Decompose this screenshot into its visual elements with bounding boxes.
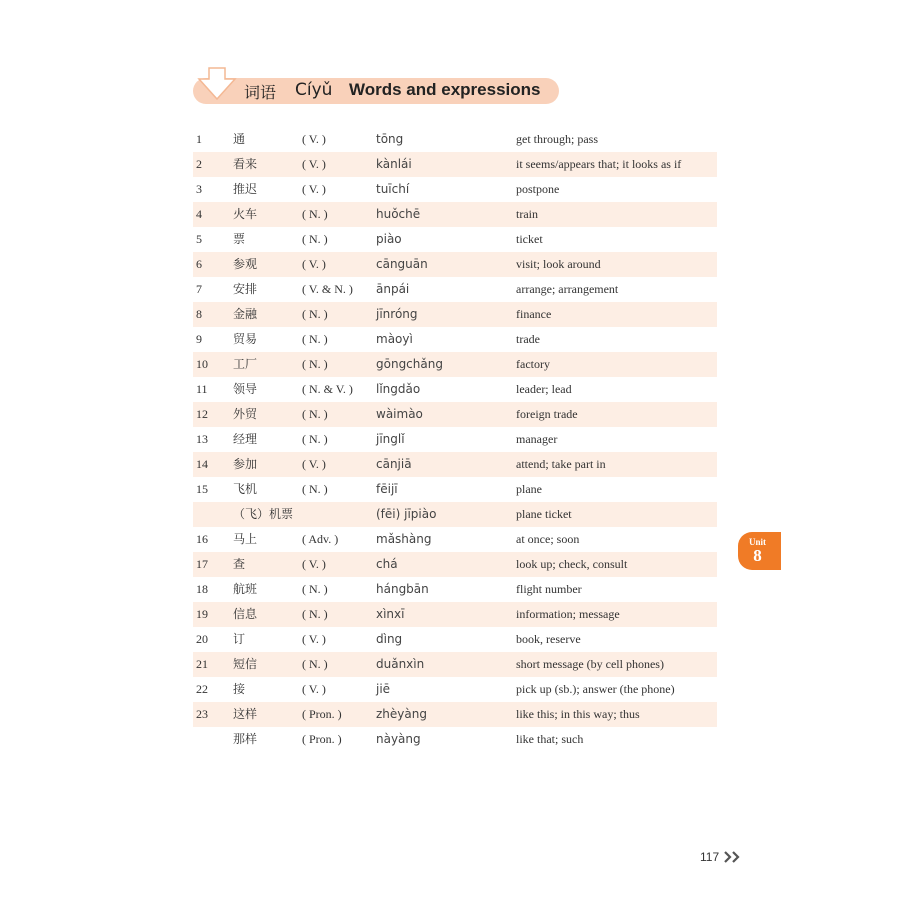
section-title-chinese: 词语: [244, 83, 277, 102]
pinyin: (fēi) jīpiào: [376, 507, 437, 521]
english-meaning: information; message: [516, 607, 620, 621]
chinese-word: 参观: [233, 257, 258, 271]
chinese-word: 看来: [233, 157, 258, 171]
english-meaning: visit; look around: [516, 257, 601, 271]
table-row: [193, 727, 717, 752]
part-of-speech: ( V. ): [302, 632, 326, 646]
part-of-speech: ( N. ): [302, 407, 328, 421]
table-row: [193, 477, 717, 502]
part-of-speech: ( V. ): [302, 157, 326, 171]
chinese-word: 通: [233, 132, 246, 146]
part-of-speech: ( V. ): [302, 457, 326, 471]
english-meaning: finance: [516, 307, 552, 321]
english-meaning: trade: [516, 332, 540, 346]
part-of-speech: ( Pron. ): [302, 707, 342, 721]
table-row: [193, 627, 717, 652]
chinese-word: 订: [233, 632, 246, 646]
part-of-speech: ( V. ): [302, 132, 326, 146]
pinyin: wàimào: [376, 407, 423, 421]
chinese-word: 参加: [233, 457, 258, 471]
table-row: [193, 427, 717, 452]
part-of-speech: ( Adv. ): [302, 532, 339, 546]
pinyin: jiē: [376, 682, 391, 696]
chinese-word: （飞）机票: [233, 507, 294, 521]
unit-tab-label: Unit: [748, 537, 766, 547]
row-number: 12: [196, 407, 208, 421]
chinese-word: 领导: [233, 382, 258, 396]
pinyin: ānpái: [376, 282, 410, 296]
table-row: [193, 602, 717, 627]
section-title-pinyin: Cíyǔ: [295, 80, 333, 100]
part-of-speech: ( N. ): [302, 332, 328, 346]
unit-tab-number: 8: [753, 546, 762, 565]
chinese-word: 票: [233, 232, 246, 246]
table-row: [193, 677, 717, 702]
chinese-word: 航班: [233, 582, 258, 596]
part-of-speech: ( N. ): [302, 482, 328, 496]
table-row: [193, 452, 717, 477]
vocabulary-table: [193, 127, 717, 752]
part-of-speech: ( V. ): [302, 557, 326, 571]
table-row: [193, 177, 717, 202]
part-of-speech: ( N. ): [302, 232, 328, 246]
chinese-word: 金融: [233, 307, 258, 321]
english-meaning: leader; lead: [516, 382, 572, 396]
pinyin: chá: [376, 557, 398, 571]
english-meaning: plane ticket: [516, 507, 572, 521]
unit-tab: [738, 532, 781, 570]
english-meaning: get through; pass: [516, 132, 598, 146]
chinese-word: 那样: [233, 732, 258, 746]
row-number: 7: [196, 282, 202, 296]
pinyin: cānguān: [376, 257, 428, 271]
chinese-word: 飞机: [233, 482, 258, 496]
chinese-word: 这样: [233, 707, 258, 721]
pinyin: tōng: [376, 132, 404, 146]
part-of-speech: ( N. ): [302, 657, 328, 671]
row-number: 4: [196, 207, 202, 221]
english-meaning: pick up (sb.); answer (the phone): [516, 682, 675, 696]
chinese-word: 经理: [233, 432, 258, 446]
pinyin: jīnróng: [376, 307, 418, 321]
row-number: 22: [196, 682, 208, 696]
part-of-speech: ( V. ): [302, 682, 326, 696]
pinyin: lǐngdǎo: [376, 382, 421, 396]
pinyin: mǎshàng: [376, 532, 432, 546]
part-of-speech: ( N. ): [302, 357, 328, 371]
part-of-speech: ( V. & N. ): [302, 282, 353, 296]
table-row: [193, 377, 717, 402]
chinese-word: 贸易: [233, 332, 258, 346]
pinyin: màoyì: [376, 332, 413, 346]
pinyin: jīnglǐ: [376, 432, 405, 446]
row-number: 21: [196, 657, 208, 671]
table-row: [193, 652, 717, 677]
double-chevron-right-icon: [724, 851, 742, 863]
row-number: 15: [196, 482, 208, 496]
english-meaning: factory: [516, 357, 550, 371]
row-number: 10: [196, 357, 208, 371]
english-meaning: train: [516, 207, 538, 221]
table-row: [193, 702, 717, 727]
english-meaning: like this; in this way; thus: [516, 707, 640, 721]
part-of-speech: ( N. ): [302, 582, 328, 596]
english-meaning: like that; such: [516, 732, 584, 746]
part-of-speech: ( Pron. ): [302, 732, 342, 746]
pinyin: tuīchí: [376, 182, 410, 196]
pinyin: dìng: [376, 632, 403, 646]
part-of-speech: ( V. ): [302, 182, 326, 196]
english-meaning: plane: [516, 482, 542, 496]
row-number: 14: [196, 457, 208, 471]
chinese-word: 外贸: [233, 407, 258, 421]
table-row: [193, 402, 717, 427]
english-meaning: look up; check, consult: [516, 557, 628, 571]
row-number: 23: [196, 707, 208, 721]
english-meaning: short message (by cell phones): [516, 657, 664, 671]
chinese-word: 查: [233, 557, 246, 571]
table-row: [193, 352, 717, 377]
chinese-word: 信息: [233, 607, 258, 621]
english-meaning: flight number: [516, 582, 582, 596]
pinyin: fēijī: [376, 482, 398, 496]
part-of-speech: ( N. & V. ): [302, 382, 353, 396]
table-row: [193, 202, 717, 227]
chinese-word: 安排: [233, 282, 258, 296]
chinese-word: 马上: [233, 532, 258, 546]
part-of-speech: ( N. ): [302, 207, 328, 221]
table-row: [193, 227, 717, 252]
row-number: 9: [196, 332, 202, 346]
table-row: [193, 327, 717, 352]
row-number: 20: [196, 632, 208, 646]
table-row: [193, 252, 717, 277]
page-number: 117: [700, 850, 720, 864]
part-of-speech: ( N. ): [302, 307, 328, 321]
row-number: 11: [196, 382, 208, 396]
pinyin: piào: [376, 232, 402, 246]
english-meaning: postpone: [516, 182, 560, 196]
row-number: 13: [196, 432, 208, 446]
english-meaning: it seems/appears that; it looks as if: [516, 157, 682, 171]
down-arrow-icon: [196, 66, 238, 102]
pinyin: duǎnxìn: [376, 657, 425, 671]
chinese-word: 工厂: [233, 357, 258, 371]
row-number: 19: [196, 607, 208, 621]
pinyin: xìnxī: [376, 607, 405, 621]
pinyin: zhèyàng: [376, 707, 427, 721]
chinese-word: 火车: [233, 207, 258, 221]
table-row: [193, 552, 717, 577]
table-row: [193, 577, 717, 602]
row-number: 3: [196, 182, 202, 196]
table-row: [193, 152, 717, 177]
row-number: 17: [196, 557, 208, 571]
pinyin: kànlái: [376, 157, 412, 171]
chinese-word: 接: [233, 682, 246, 696]
table-row: [193, 502, 717, 527]
part-of-speech: ( V. ): [302, 257, 326, 271]
table-row: [193, 127, 717, 152]
row-number: 16: [196, 532, 208, 546]
english-meaning: manager: [516, 432, 558, 446]
english-meaning: at once; soon: [516, 532, 580, 546]
english-meaning: arrange; arrangement: [516, 282, 619, 296]
table-row: [193, 302, 717, 327]
table-row: [193, 527, 717, 552]
part-of-speech: ( N. ): [302, 607, 328, 621]
english-meaning: foreign trade: [516, 407, 578, 421]
row-number: 6: [196, 257, 202, 271]
chinese-word: 短信: [233, 657, 258, 671]
pinyin: huǒchē: [376, 207, 421, 221]
row-number: 8: [196, 307, 202, 321]
row-number: 18: [196, 582, 208, 596]
english-meaning: ticket: [516, 232, 543, 246]
chinese-word: 推迟: [233, 182, 258, 196]
row-number: 2: [196, 157, 202, 171]
pinyin: hángbān: [376, 582, 429, 596]
pinyin: gōngchǎng: [376, 357, 443, 371]
row-number: 1: [196, 132, 202, 146]
row-number: 5: [196, 232, 202, 246]
pinyin: nàyàng: [376, 732, 421, 746]
section-title-english: Words and expressions: [349, 80, 541, 99]
table-row: [193, 277, 717, 302]
pinyin: cānjiā: [376, 457, 412, 471]
part-of-speech: ( N. ): [302, 432, 328, 446]
english-meaning: book, reserve: [516, 632, 581, 646]
english-meaning: attend; take part in: [516, 457, 606, 471]
